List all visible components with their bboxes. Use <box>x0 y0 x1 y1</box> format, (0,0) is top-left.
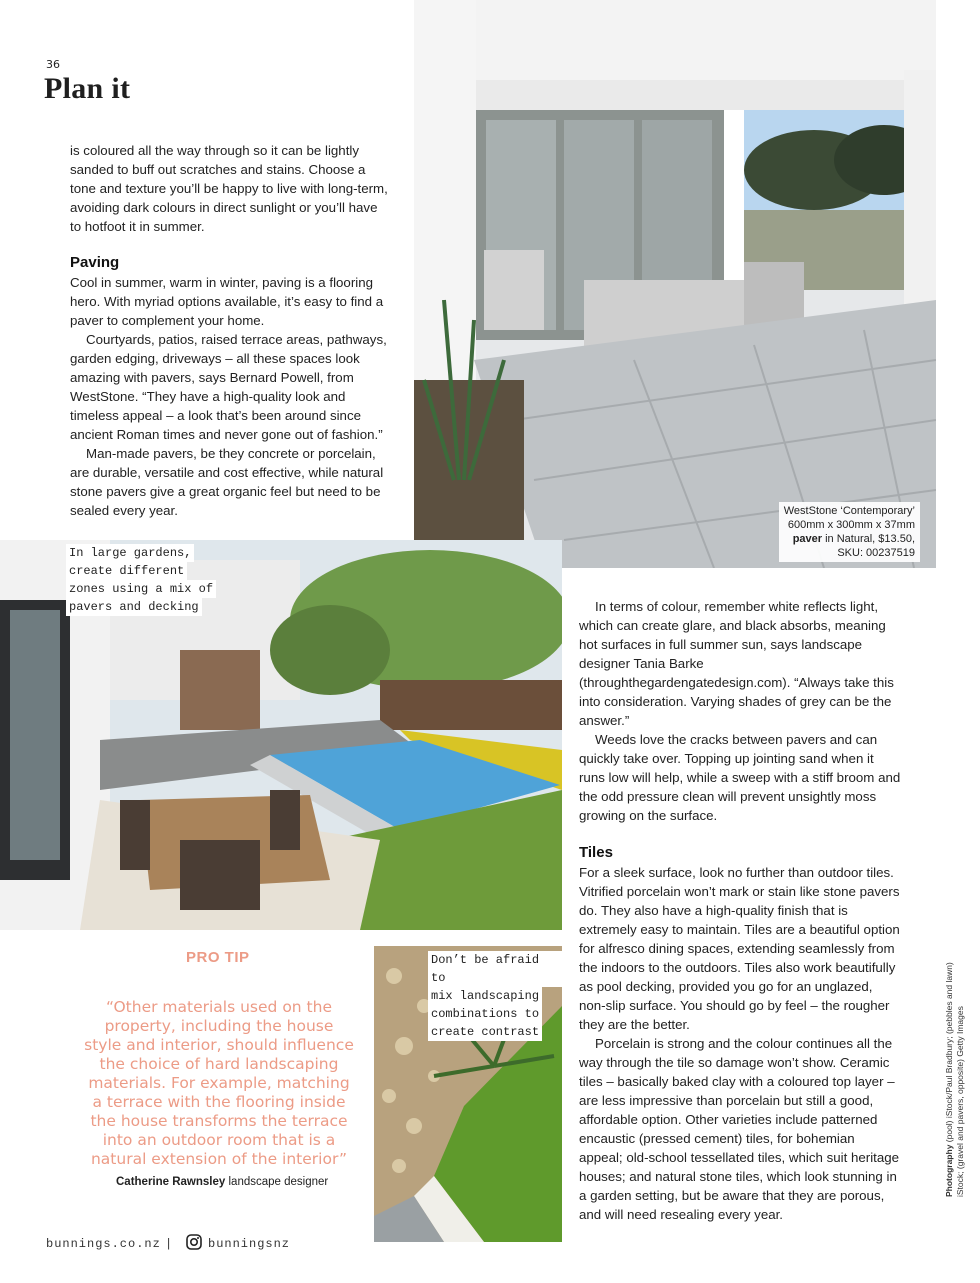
label-line: mix landscaping <box>428 987 562 1005</box>
tiles-heading: Tiles <box>579 844 613 861</box>
page-number: 36 <box>46 58 60 71</box>
left-text-column <box>70 141 392 520</box>
pro-tip-quote: “Other materials used on the property, including the house style and interior, should influence the choice of hard landscaping materials. For example, matching a terrace with the flooring inside the house transforms the terrace into an outdoor room that is a natural extension of the interior” <box>84 998 354 1168</box>
caption-line <box>784 532 915 546</box>
paragraph: is coloured all the way through so it can be lightly sanded to buff out scratches and stains. Choose a tone and texture you’ll be happy to live with long-term, avoiding dark colours in direct sunlight or you’ll have to hotfoot it in summer. <box>70 143 388 234</box>
pro-tip-label: PRO TIP <box>186 949 250 966</box>
paving-heading: Paving <box>70 254 120 271</box>
caption-line: 600mm x 300mm x 37mm <box>787 519 915 531</box>
caption-bold: paver <box>792 533 823 545</box>
caption-line: SKU: 00237519 <box>837 547 915 559</box>
pool-garden-photo <box>0 540 562 930</box>
footer-website[interactable]: bunnings.co.nz <box>46 1237 161 1251</box>
section-title: Plan it <box>44 72 131 105</box>
caption-text: in Natural, $13.50, <box>822 533 915 545</box>
pro-tip-attribution <box>116 1176 328 1188</box>
pro-tip-author: Catherine Rawnsley <box>116 1176 226 1188</box>
label-line: In large gardens, <box>66 544 216 562</box>
paragraph: Man-made pavers, be they concrete or porcelain, are durable, versatile and cost effective, while natural stone pavers give a great organic feel but need to be sealed every year. <box>70 446 384 518</box>
label-line: combinations to <box>428 1005 562 1023</box>
credits-line: iStock; (gravel and pavers, opposite) Getty Images <box>955 1006 965 1197</box>
paragraph: For a sleek surface, look no further than outdoor tiles. Vitrified porcelain won’t mark or stain like stone pavers do. They also have a high-quality finish that is extremely easy to maintain. Tiles are a beautiful option for alfresco dining spaces, extending seamlessly from the indoors to the outdoors. Tiles also work beautifully as pool decking, provided you go for an unglazed, non-slip surface. You should go by feel – the rougher they are the better. <box>579 865 900 1032</box>
paragraph: Courtyards, patios, raised terrace areas, pathways, garden edging, driveways – all these spaces look amazing with pavers, says Bernard Powell, from WestStone. “They have a high-quality look and timeless appeal – a look that’s been around since ancient Roman times and never gone out of fashion.” <box>70 332 387 442</box>
pool-photo-label <box>66 544 216 616</box>
paragraph: Porcelain is strong and the colour continues all the way through the tile so damage won’t show. Ceramic tiles – basically baked clay with a coloured top layer – are less impressive than porcelain but still a good, affordable option. Other varieties include patterned encaustic (pressed cement) tiles, for bohemian appeal; old-school tessellated tiles, which suit heritage houses; and natural stone tiles, which look stunning in a garden setting, but be aware that they are porous, and will need resealing every year. <box>579 1036 900 1222</box>
credits-text: (pool) iStock/Paul Bradbury; (pebbles and lawn) <box>944 962 954 1145</box>
photo-credits <box>944 962 966 1197</box>
patio-photo <box>414 0 936 568</box>
credits-bold: Photography <box>944 1144 954 1197</box>
paragraph: Cool in summer, warm in winter, paving is a flooring hero. With myriad options available, it’s easy to find a paver to complement your home. <box>70 275 384 328</box>
label-line: create contrast <box>428 1023 562 1041</box>
label-line: zones using a mix of <box>66 580 216 598</box>
paragraph: Weeds love the cracks between pavers and can quickly take over. Topping up jointing sand when it runs low will help, while a sweep with a stiff broom and the odd pressure clean will prevent unsightly moss growing on the surface. <box>579 732 901 823</box>
instagram-icon-svg <box>186 1234 202 1250</box>
patio-photo-caption <box>779 502 920 562</box>
label-line: Don’t be afraid to <box>428 951 562 987</box>
instagram-icon[interactable] <box>186 1234 202 1250</box>
label-line: create different <box>66 562 216 580</box>
pebbles-lawn-photo <box>374 946 562 1242</box>
label-line: pavers and decking <box>66 598 216 616</box>
right-text-column <box>579 597 901 1224</box>
paragraph: In terms of colour, remember white reflects light, which can create glare, and black absorbs, meaning hot surfaces in full summer sun, says landscape designer Tania Barke (throughthegardengatedesign.com). “Always take this into consideration. Varying shades of grey can be the answer.” <box>579 599 894 728</box>
footer-separator: | <box>165 1237 174 1251</box>
pro-tip-author-role: landscape designer <box>225 1176 329 1188</box>
pebbles-photo-label <box>428 951 562 1041</box>
patio-illustration <box>414 0 936 568</box>
credits-line <box>944 962 955 1197</box>
caption-line: WestStone ‘Contemporary’ <box>783 505 915 517</box>
footer-instagram-handle[interactable]: bunningsnz <box>208 1237 291 1251</box>
